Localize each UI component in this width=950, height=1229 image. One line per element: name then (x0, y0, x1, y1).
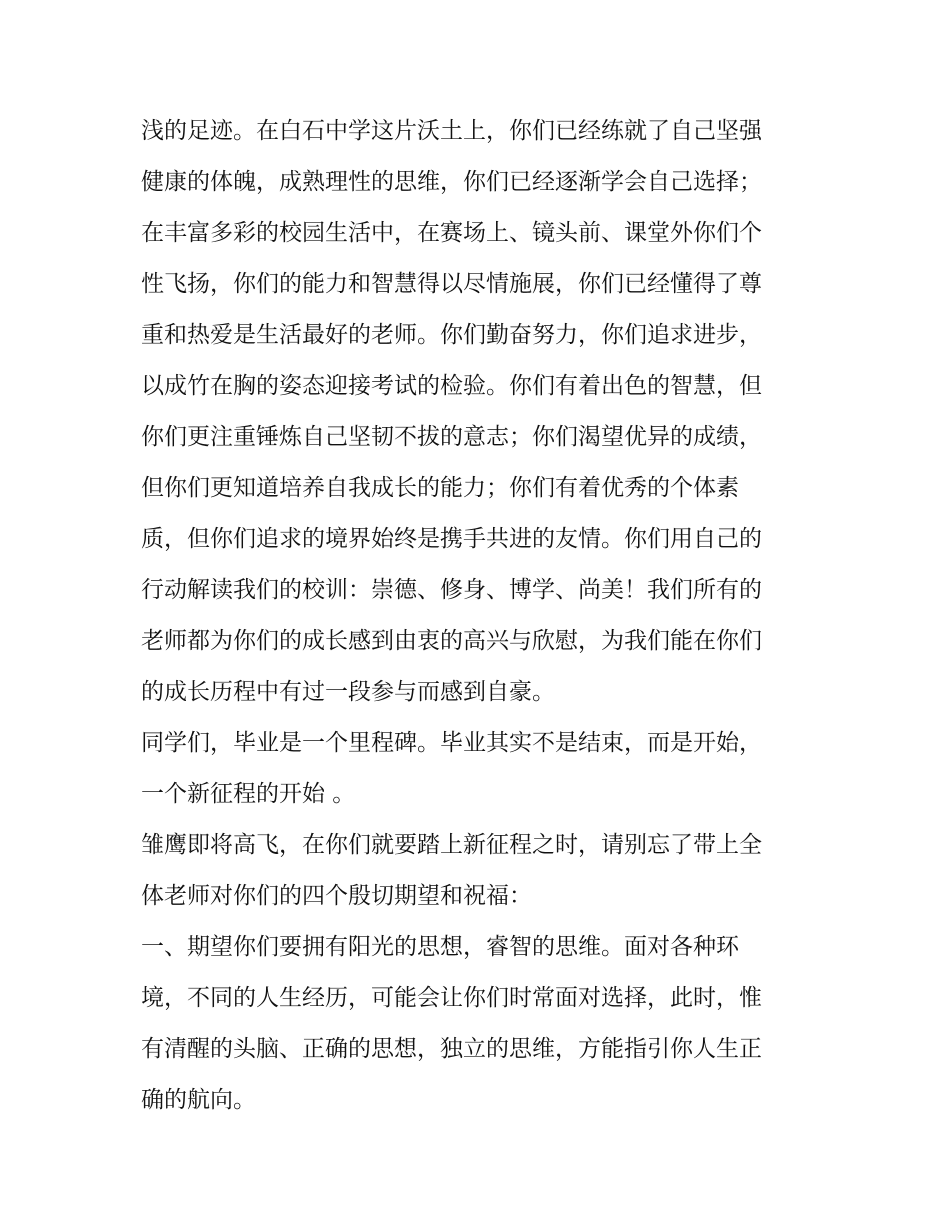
text-line: 以成竹在胸的姿态迎接考试的检验。你们有着出色的智慧，但 (141, 373, 762, 399)
text-line: 浅的足迹。在白石中学这片沃土上，你们已经练就了自己坚强 (141, 118, 762, 144)
text-line: 的成长历程中有过一段参与而感到自豪。 (141, 679, 555, 705)
text-line: 一个新征程的开始 。 (141, 781, 356, 807)
text-line: 一、期望你们要拥有阳光的思想，睿智的思维。面对各种环 (141, 934, 739, 960)
text-line: 体老师对你们的四个殷切期望和祝福： (141, 883, 532, 909)
text-line: 确的航向。 (141, 1087, 256, 1113)
text-line: 雏鹰即将高飞，在你们就要踏上新征程之时，请别忘了带上全 (141, 832, 762, 858)
text-line: 健康的体魄，成熟理性的思维，你们已经逐渐学会自己选择； (141, 169, 762, 195)
text-line: 境，不同的人生经历，可能会让你们时常面对选择，此时，惟 (141, 985, 762, 1011)
text-line: 性飞扬，你们的能力和智慧得以尽情施展，你们已经懂得了尊 (141, 271, 762, 297)
text-line: 你们更注重锤炼自己坚韧不拔的意志；你们渴望优异的成绩， (141, 424, 762, 450)
text-line: 在丰富多彩的校园生活中，在赛场上、镜头前、课堂外你们个 (141, 220, 762, 246)
text-line: 老师都为你们的成长感到由衷的高兴与欣慰，为我们能在你们 (141, 628, 762, 654)
text-line: 但你们更知道培养自我成长的能力；你们有着优秀的个体素 (141, 475, 739, 501)
text-line: 重和热爱是生活最好的老师。你们勤奋努力，你们追求进步， (141, 322, 762, 348)
text-line: 质，但你们追求的境界始终是携手共进的友情。你们用自己的 (141, 526, 762, 552)
text-line: 行动解读我们的校训：崇德、修身、博学、尚美！我们所有的 (141, 577, 762, 603)
text-line: 有清醒的头脑、正确的思想，独立的思维，方能指引你人生正 (141, 1036, 762, 1062)
text-line: 同学们，毕业是一个里程碑。毕业其实不是结束，而是开始， (141, 730, 762, 756)
body-text (141, 106, 821, 1126)
